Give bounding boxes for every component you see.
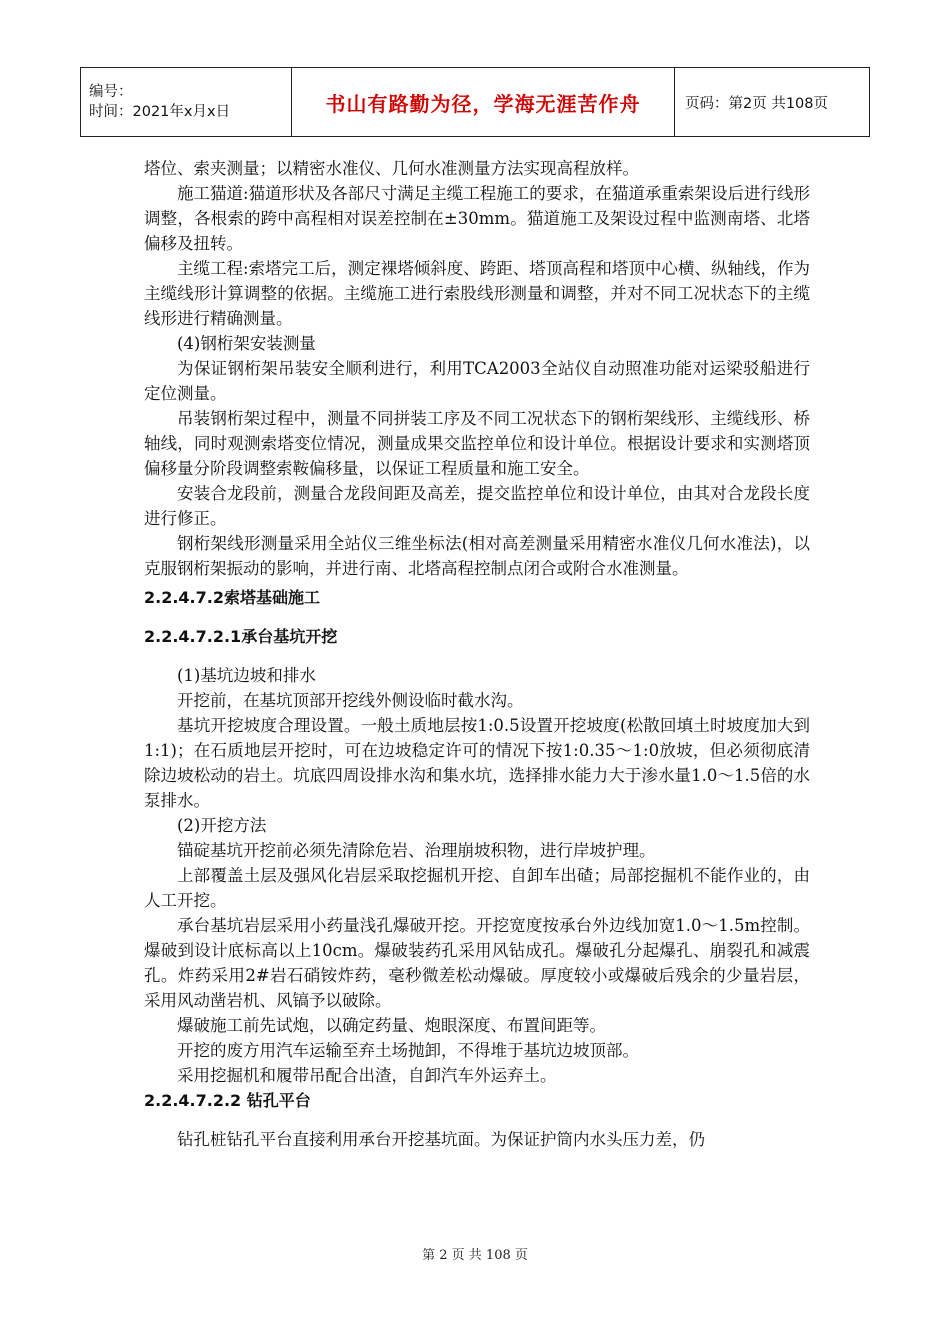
paragraph: 开挖的废方用汽车运输至弃土场抛卸，不得堆于基坑边坡顶部。 bbox=[177, 1041, 639, 1060]
paragraph: 安装合龙段前，测量合龙段间距及高差，提交监控单位和设计单位，由其对合龙段长度进行修正。 bbox=[144, 484, 810, 528]
section-heading: 2.2.4.7.2索塔基础施工 bbox=[144, 588, 320, 607]
paragraph: 塔位、索夹测量；以精密水准仪、几何水准测量方法实现高程放样。 bbox=[144, 159, 639, 178]
subheading: (1)基坑边坡和排水 bbox=[177, 666, 316, 685]
subheading: (4)钢桁架安装测量 bbox=[177, 334, 316, 353]
subheading: (2)开挖方法 bbox=[177, 816, 267, 835]
paragraph: 钢桁架线形测量采用全站仪三维坐标法(相对高差测量采用精密水准仪几何水准法)，以克服钢桁架振动的影响，并进行南、北塔高程控制点闭合或附合水准测量。 bbox=[144, 534, 810, 578]
header-date: 时间：2021年x月x日 bbox=[89, 104, 231, 120]
header-number-label: 编号： bbox=[89, 84, 133, 100]
paragraph: 施工猫道:猫道形状及各部尺寸满足主缆工程施工的要求，在猫道承重索架设后进行线形调整，各根索的跨中高程相对误差控制在±30mm。猫道施工及架设过程中监测南塔、北塔偏移及扭转。 bbox=[144, 184, 810, 253]
section-heading: 2.2.4.7.2.1承台基坑开挖 bbox=[144, 627, 338, 646]
paragraph: 钻孔桩钻孔平台直接利用承台开挖基坑面。为保证护筒内水头压力差，仍 bbox=[177, 1130, 705, 1149]
paragraph: 基坑开挖坡度合理设置。一般土质地层按1:0.5设置开挖坡度(松散回填土时坡度加大到1:1)；在石质地层开挖时，可在边坡稳定许可的情况下按1:0.35～1:0放坡，但必须彻底清除边坡松动的岩土。坑底四周设排水沟和集水坑，选择排水能力大于渗水量1.0～1.5倍的水泵排水。 bbox=[144, 716, 810, 810]
paragraph: 吊装钢桁架过程中，测量不同拼装工序及不同工况状态下的钢桁架线形、主缆线形、桥轴线，同时观测索塔变位情况，测量成果交监控单位和设计单位。根据设计要求和实测塔顶偏移量分阶段调整索鞍偏移量，以保证工程质量和施工安全。 bbox=[144, 409, 810, 478]
paragraph: 为保证钢桁架吊装安全顺利进行，利用TCA2003全站仪自动照准功能对运梁驳船进行定位测量。 bbox=[144, 359, 810, 403]
page-header bbox=[80, 67, 870, 137]
paragraph: 开挖前，在基坑顶部开挖线外侧设临时截水沟。 bbox=[177, 691, 524, 710]
header-page-info: 页码：第2页 共108页 bbox=[675, 68, 870, 137]
paragraph: 承台基坑岩层采用小药量浅孔爆破开挖。开挖宽度按承台外边线加宽1.0～1.5m控制。爆破到设计底标高以上10cm。爆破装药孔采用风钻成孔。爆破孔分起爆孔、崩裂孔和减震孔。炸药采用2#岩石硝铵炸药，毫秒微差松动爆破。厚度较小或爆破后残余的少量岩层，采用风动凿岩机、风镐予以破除。 bbox=[144, 916, 810, 1010]
document-body bbox=[144, 156, 810, 1152]
paragraph: 锚碇基坑开挖前必须先清除危岩、治理崩坡积物，进行岸坡护理。 bbox=[177, 841, 656, 860]
header-meta bbox=[81, 68, 292, 137]
paragraph: 采用挖掘机和履带吊配合出渣，自卸汽车外运弃土。 bbox=[177, 1066, 557, 1085]
paragraph: 上部覆盖土层及强风化岩层采取挖掘机开挖、自卸车出碴；局部挖掘机不能作业的，由人工开挖。 bbox=[144, 866, 810, 910]
header-motto: 书山有路勤为径，学海无涯苦作舟 bbox=[292, 68, 675, 137]
page-footer: 第 2 页 共 108 页 bbox=[422, 1248, 528, 1263]
paragraph: 主缆工程:索塔完工后，测定裸塔倾斜度、跨距、塔顶高程和塔顶中心横、纵轴线，作为主缆线形计算调整的依据。主缆施工进行索股线形测量和调整，并对不同工况状态下的主缆线形进行精确测量。 bbox=[144, 259, 810, 328]
paragraph: 爆破施工前先试炮，以确定药量、炮眼深度、布置间距等。 bbox=[177, 1016, 606, 1035]
section-heading: 2.2.4.7.2.2 钻孔平台 bbox=[144, 1091, 311, 1110]
